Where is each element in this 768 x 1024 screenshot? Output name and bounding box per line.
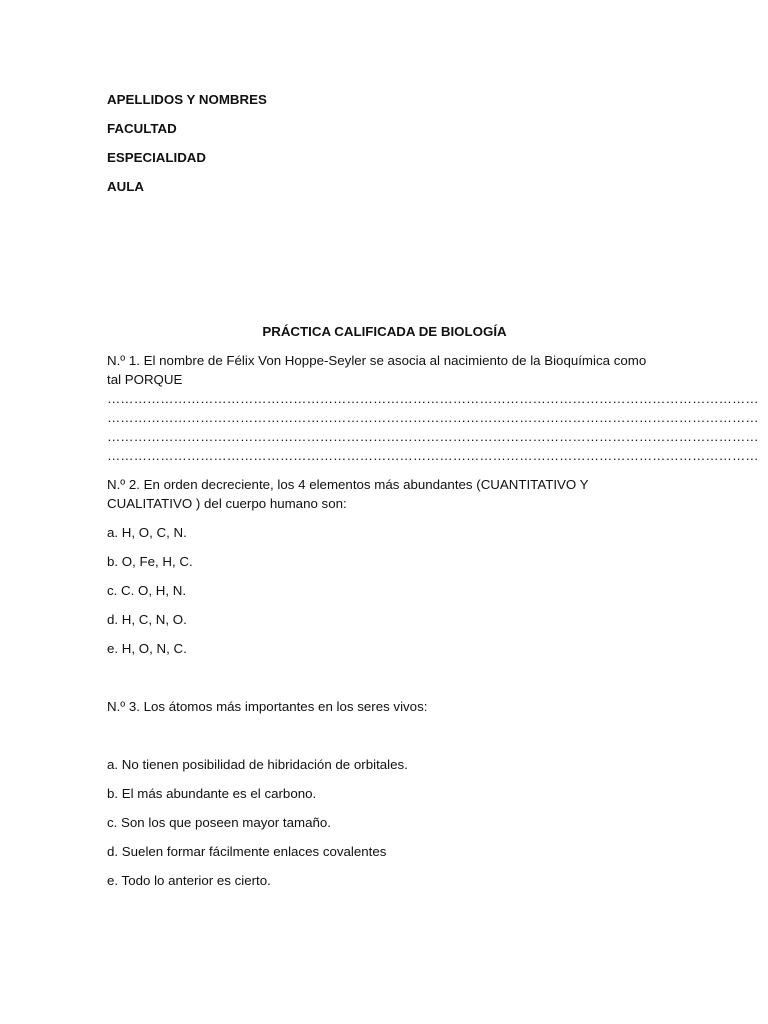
question-2-option-d: d. H, C, N, O. — [107, 612, 187, 627]
answer-line: ………………………………………………………………………………………………………………………………… — [107, 410, 759, 425]
header-spacer — [107, 206, 662, 322]
field-apellidos-nombres: APELLIDOS Y NOMBRES — [107, 92, 267, 107]
answer-line: ………………………………………………………………………………………………………………………………… — [107, 429, 759, 444]
field-especialidad: ESPECIALIDAD — [107, 150, 206, 165]
question-1 — [107, 351, 759, 465]
answer-line: ………………………………………………………………………………………………………………………………… — [107, 448, 759, 463]
field-aula: AULA — [107, 179, 144, 194]
field-facultad: FACULTAD — [107, 121, 177, 136]
question-3-option-c: c. Son los que poseen mayor tamaño. — [107, 815, 331, 830]
question-3-text: N.º 3. Los átomos más importantes en los seres vivos: — [107, 699, 428, 714]
question-3-option-e: e. Todo lo anterior es cierto. — [107, 873, 271, 888]
question-2-option-c: c. C. O, H, N. — [107, 583, 187, 598]
question-3-option-d: d. Suelen formar fácilmente enlaces covalentes — [107, 844, 387, 859]
document-content — [107, 90, 759, 900]
question-3-option-a: a. No tienen posibilidad de hibridación de orbitales. — [107, 757, 408, 772]
answer-line: ………………………………………………………………………………………………………………………………… — [107, 391, 759, 406]
page-title: PRÁCTICA CALIFICADA DE BIOLOGÍA — [262, 324, 507, 339]
question-2-text: N.º 2. En orden decreciente, los 4 elementos más abundantes (CUANTITATIVO Y CUALITATIVO ) del cuerpo humano son: — [107, 477, 589, 511]
question-1-text: N.º 1. El nombre de Félix Von Hoppe-Seyler se asocia al nacimiento de la Bioquímica como tal PORQUE — [107, 353, 647, 387]
question-2-option-a: a. H, O, C, N. — [107, 525, 187, 540]
question-2-option-e: e. H, O, N, C. — [107, 641, 187, 656]
question-3 — [107, 697, 662, 890]
question-2-option-b: b. O, Fe, H, C. — [107, 554, 193, 569]
question-2 — [107, 475, 662, 658]
question-3-option-b: b. El más abundante es el carbono. — [107, 786, 317, 801]
